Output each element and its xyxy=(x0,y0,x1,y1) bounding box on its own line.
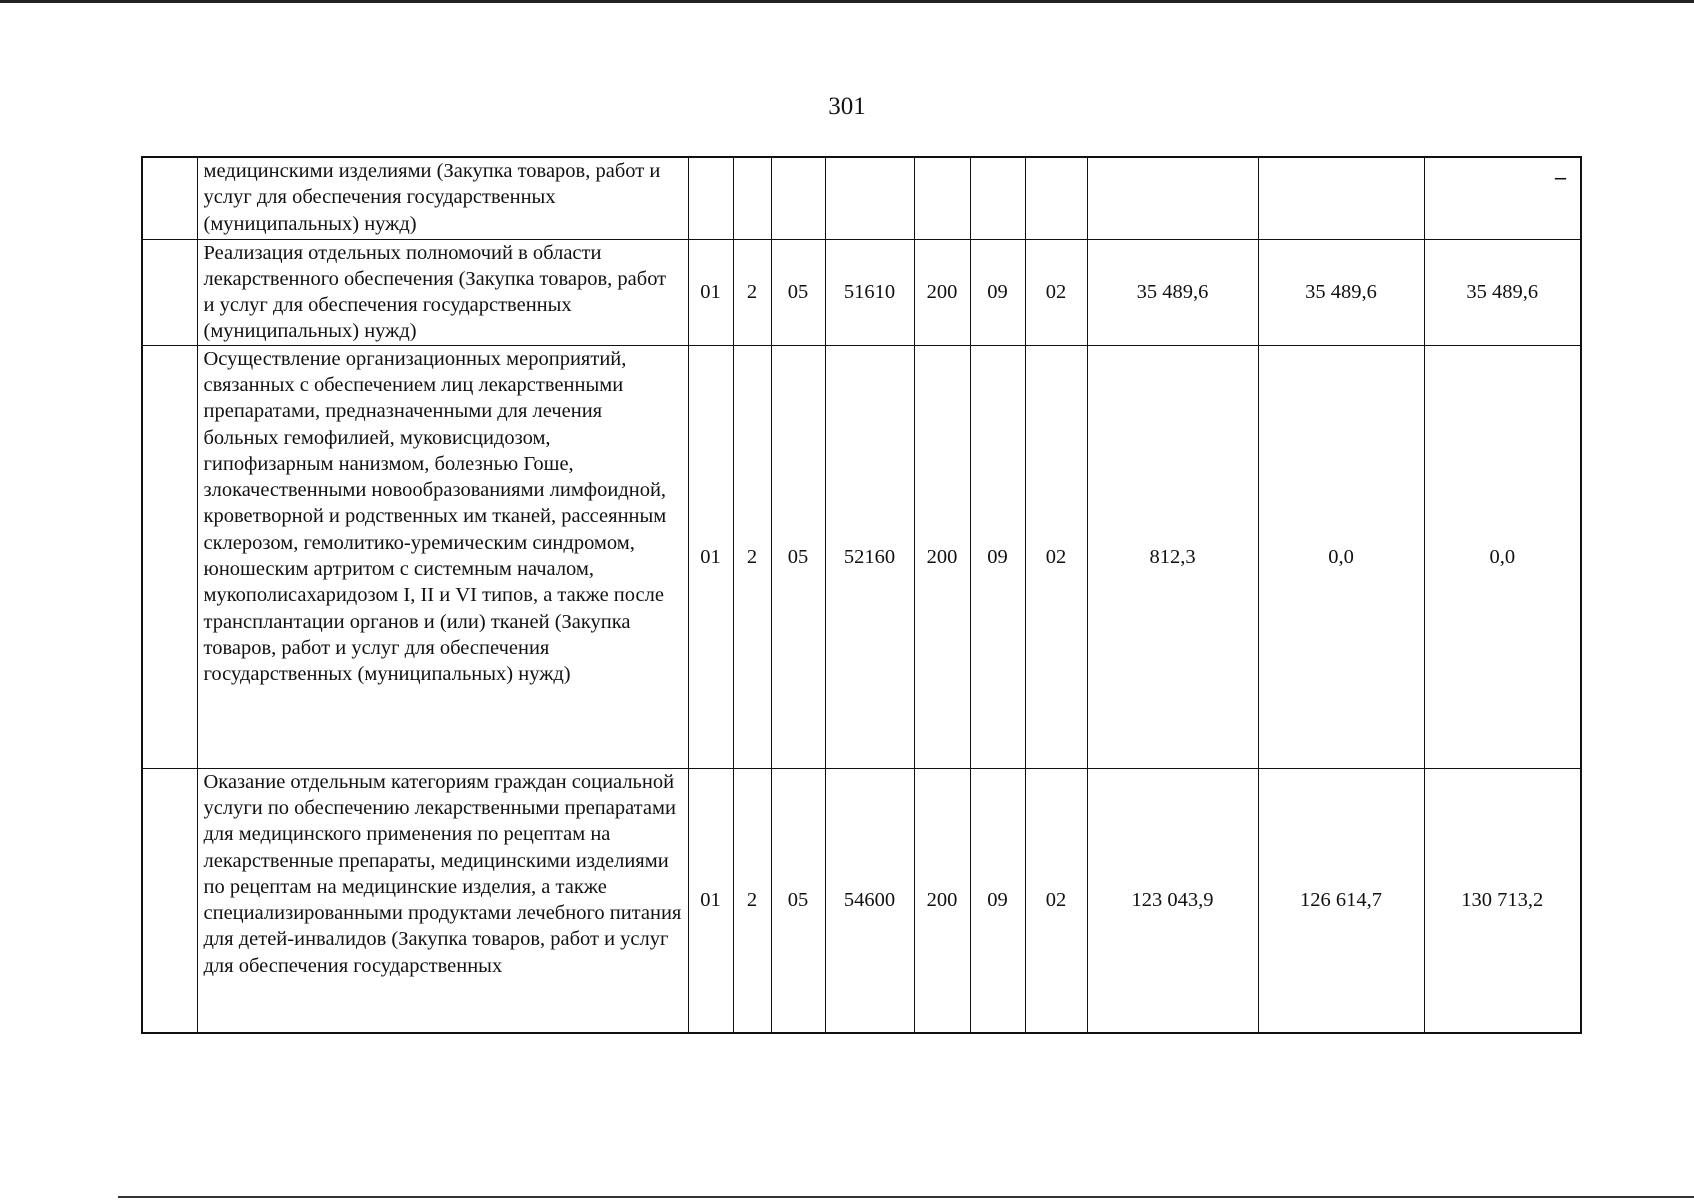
amount-cell: 123 043,9 xyxy=(1087,768,1258,1033)
code-cell: 200 xyxy=(914,768,970,1033)
code-cell: 05 xyxy=(771,345,825,768)
code-cell: 02 xyxy=(1025,239,1087,345)
code-cell: 09 xyxy=(970,239,1025,345)
code-cell: 01 xyxy=(688,239,733,345)
index-cell xyxy=(142,157,197,239)
amount-cell: 0,0 xyxy=(1258,345,1424,768)
description-cell: медицинскими изделиями (Закупка товаров, работ и услуг для обеспечения государственных (муниципальных) нужд) xyxy=(197,157,688,239)
code-cell xyxy=(1025,157,1087,239)
amount-cell: 812,3 xyxy=(1087,345,1258,768)
code-cell: 200 xyxy=(914,345,970,768)
table-row xyxy=(142,157,1581,239)
scan-edge-top xyxy=(0,0,1694,3)
index-cell xyxy=(142,768,197,1033)
table-row xyxy=(142,345,1581,768)
code-cell: 2 xyxy=(733,239,771,345)
amount-cell: 0,0 xyxy=(1424,345,1581,768)
budget-table xyxy=(141,156,1582,1034)
amount-cell: 35 489,6 xyxy=(1087,239,1258,345)
table-row xyxy=(142,239,1581,345)
code-cell: 02 xyxy=(1025,768,1087,1033)
code-cell: 51610 xyxy=(825,239,914,345)
code-cell xyxy=(914,157,970,239)
code-cell: 09 xyxy=(970,768,1025,1033)
amount-cell xyxy=(1258,157,1424,239)
description-cell: Оказание отдельным категориям граждан социальной услуги по обеспечению лекарственными препаратами для медицинского применения по рецептам на лекарственные препараты, медицинскими изделиями по рецептам на медицинские изделия, а также специализированными продуктами лечебного питания для детей-инвалидов (Закупка товаров, работ и услуг для обеспечения государственных xyxy=(197,768,688,1033)
code-cell: 54600 xyxy=(825,768,914,1033)
code-cell: 52160 xyxy=(825,345,914,768)
code-cell xyxy=(825,157,914,239)
amount-cell: 130 713,2 xyxy=(1424,768,1581,1033)
amount-cell xyxy=(1424,157,1581,239)
page-number: 301 xyxy=(828,93,866,120)
description-cell: Осуществление организационных мероприятий, связанных с обеспечением лиц лекарственными препаратами, предназначенными для лечения больных гемофилией, муковисцидозом, гипофизарным нанизмом, болезнью Гоше, злокачественными новообразованиями лимфоидной, кроветворной и родственных им тканей, рассеянным склерозом, гемолитико-уремическим синдромом, юношеским артритом с системным началом, мукополисахаридозом I, II и VI типов, а также после трансплантации органов и (или) тканей (Закупка товаров, работ и услуг для обеспечения государственных (муниципальных) нужд) xyxy=(197,345,688,768)
amount-cell: 35 489,6 xyxy=(1424,239,1581,345)
code-cell: 01 xyxy=(688,345,733,768)
scan-edge-bottom xyxy=(118,1196,1694,1198)
dash-mark: – xyxy=(1555,164,1566,190)
description-cell: Реализация отдельных полномочий в области лекарственного обеспечения (Закупка товаров, работ и услуг для обеспечения государственных (муниципальных) нужд) xyxy=(197,239,688,345)
code-cell: 05 xyxy=(771,239,825,345)
index-cell xyxy=(142,239,197,345)
code-cell: 2 xyxy=(733,768,771,1033)
table-row xyxy=(142,768,1581,1033)
code-cell xyxy=(733,157,771,239)
code-cell: 09 xyxy=(970,345,1025,768)
code-cell: 01 xyxy=(688,768,733,1033)
code-cell xyxy=(970,157,1025,239)
code-cell xyxy=(771,157,825,239)
amount-cell: 126 614,7 xyxy=(1258,768,1424,1033)
index-cell xyxy=(142,345,197,768)
code-cell xyxy=(688,157,733,239)
amount-cell: 35 489,6 xyxy=(1258,239,1424,345)
code-cell: 02 xyxy=(1025,345,1087,768)
code-cell: 05 xyxy=(771,768,825,1033)
code-cell: 200 xyxy=(914,239,970,345)
amount-cell xyxy=(1087,157,1258,239)
code-cell: 2 xyxy=(733,345,771,768)
